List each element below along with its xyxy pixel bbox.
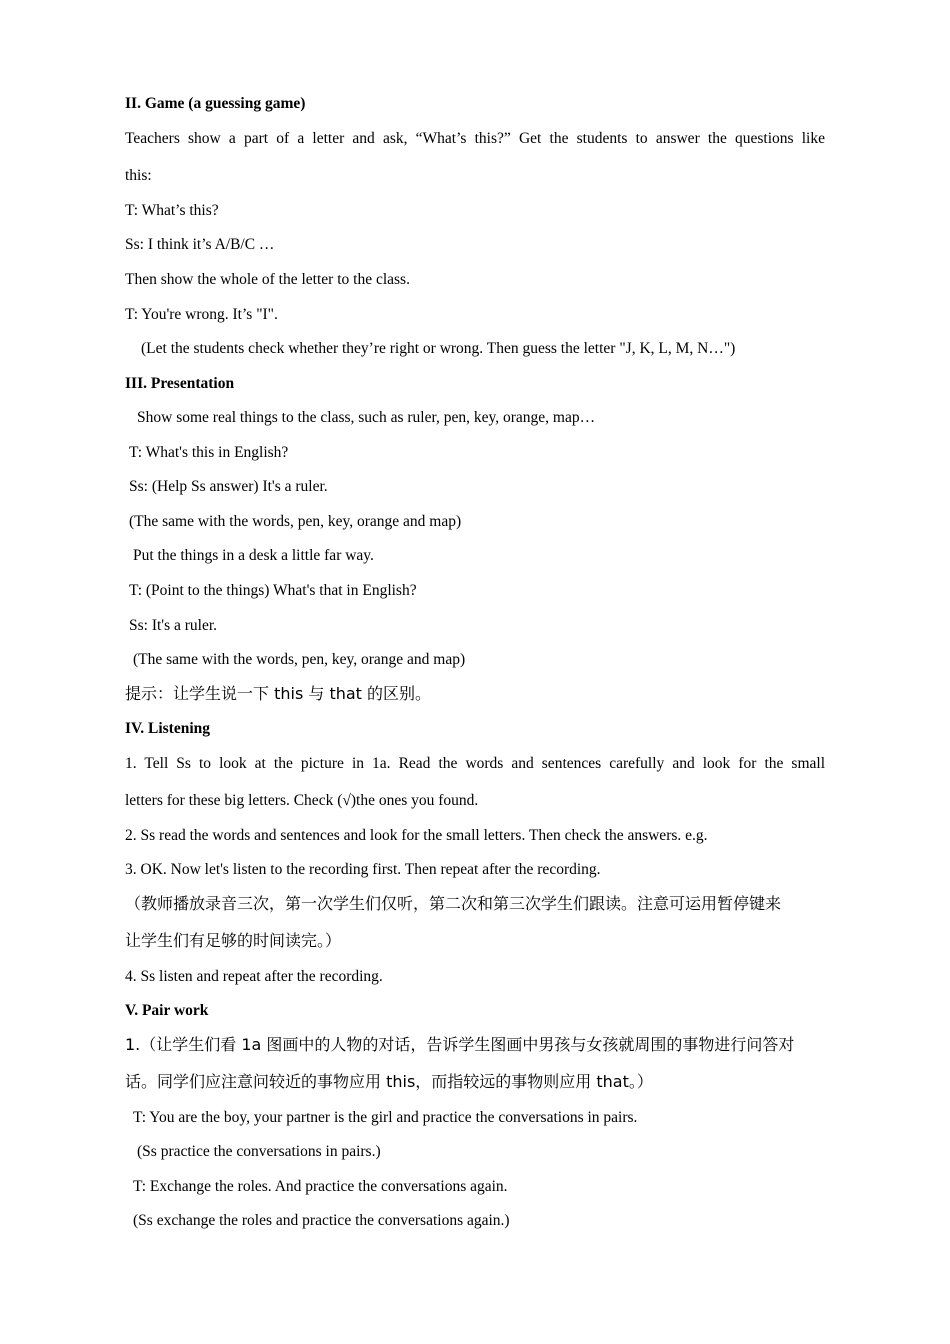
dialogue-line: Ss: It's a ruler. xyxy=(129,617,218,634)
note-line: (Let the students check whether they’re right or wrong. Then guess the letter "J, K, L, M, N…") xyxy=(141,340,736,357)
tip-line: 提示：让学生说一下 this 与 that 的区别。 xyxy=(125,684,432,703)
instruction-line: Put the things in a desk a little far way. xyxy=(133,547,374,564)
list-item-listening-4: 4. Ss listen and repeat after the recording. xyxy=(125,968,383,985)
list-item-pair-work-1-cont: 话。同学们应注意问较近的事物应用 this，而指较远的事物则应用 that。） xyxy=(125,1072,653,1091)
section-heading-game: II. Game (a guessing game) xyxy=(125,95,306,112)
paragraph-game-intro-cont: this: xyxy=(125,167,152,184)
note-line: (Ss exchange the roles and practice the conversations again.) xyxy=(133,1212,510,1229)
note-line: (Ss practice the conversations in pairs.) xyxy=(137,1143,381,1160)
dialogue-line: T: You're wrong. It’s "I". xyxy=(125,306,278,323)
dialogue-line: Ss: I think it’s A/B/C … xyxy=(125,236,275,253)
note-line: (The same with the words, pen, key, orange and map) xyxy=(133,651,466,668)
list-item-listening-1-cont: letters for these big letters. Check (√)the ones you found. xyxy=(125,792,479,809)
note-line: (The same with the words, pen, key, orange and map) xyxy=(129,513,462,530)
list-item-pair-work-1: 1.（让学生们看 1a 图画中的人物的对话，告诉学生图画中男孩与女孩就周围的事物进行问答对 xyxy=(125,1035,795,1054)
instruction-line: Then show the whole of the letter to the class. xyxy=(125,271,410,288)
section-heading-listening: IV. Listening xyxy=(125,720,210,737)
note-line-cjk-cont: 让学生们有足够的时间读完。） xyxy=(125,931,342,950)
list-item-listening-3: 3. OK. Now let's listen to the recording first. Then repeat after the recording. xyxy=(125,861,601,878)
paragraph-game-intro: Teachers show a part of a letter and ask, “What’s this?” Get the students to answer the questions like xyxy=(125,130,825,147)
list-item-listening-2: 2. Ss read the words and sentences and look for the small letters. Then check the answers. e.g. xyxy=(125,827,708,844)
section-heading-pair-work: V. Pair work xyxy=(125,1002,209,1019)
dialogue-line: T: Exchange the roles. And practice the conversations again. xyxy=(133,1178,508,1195)
dialogue-line: T: What’s this? xyxy=(125,202,219,219)
dialogue-line: T: You are the boy, your partner is the girl and practice the conversations in pairs. xyxy=(133,1109,638,1126)
instruction-line: Show some real things to the class, such as ruler, pen, key, orange, map… xyxy=(137,409,596,426)
list-item-listening-1: 1. Tell Ss to look at the picture in 1a. Read the words and sentences carefully and look for the small xyxy=(125,755,825,772)
dialogue-line: T: (Point to the things) What's that in English? xyxy=(129,582,417,599)
dialogue-line: Ss: (Help Ss answer) It's a ruler. xyxy=(129,478,328,495)
dialogue-line: T: What's this in English? xyxy=(129,444,289,461)
section-heading-presentation: III. Presentation xyxy=(125,375,235,392)
note-line-cjk: （教师播放录音三次，第一次学生们仅听，第二次和第三次学生们跟读。注意可运用暂停键来 xyxy=(125,894,782,913)
